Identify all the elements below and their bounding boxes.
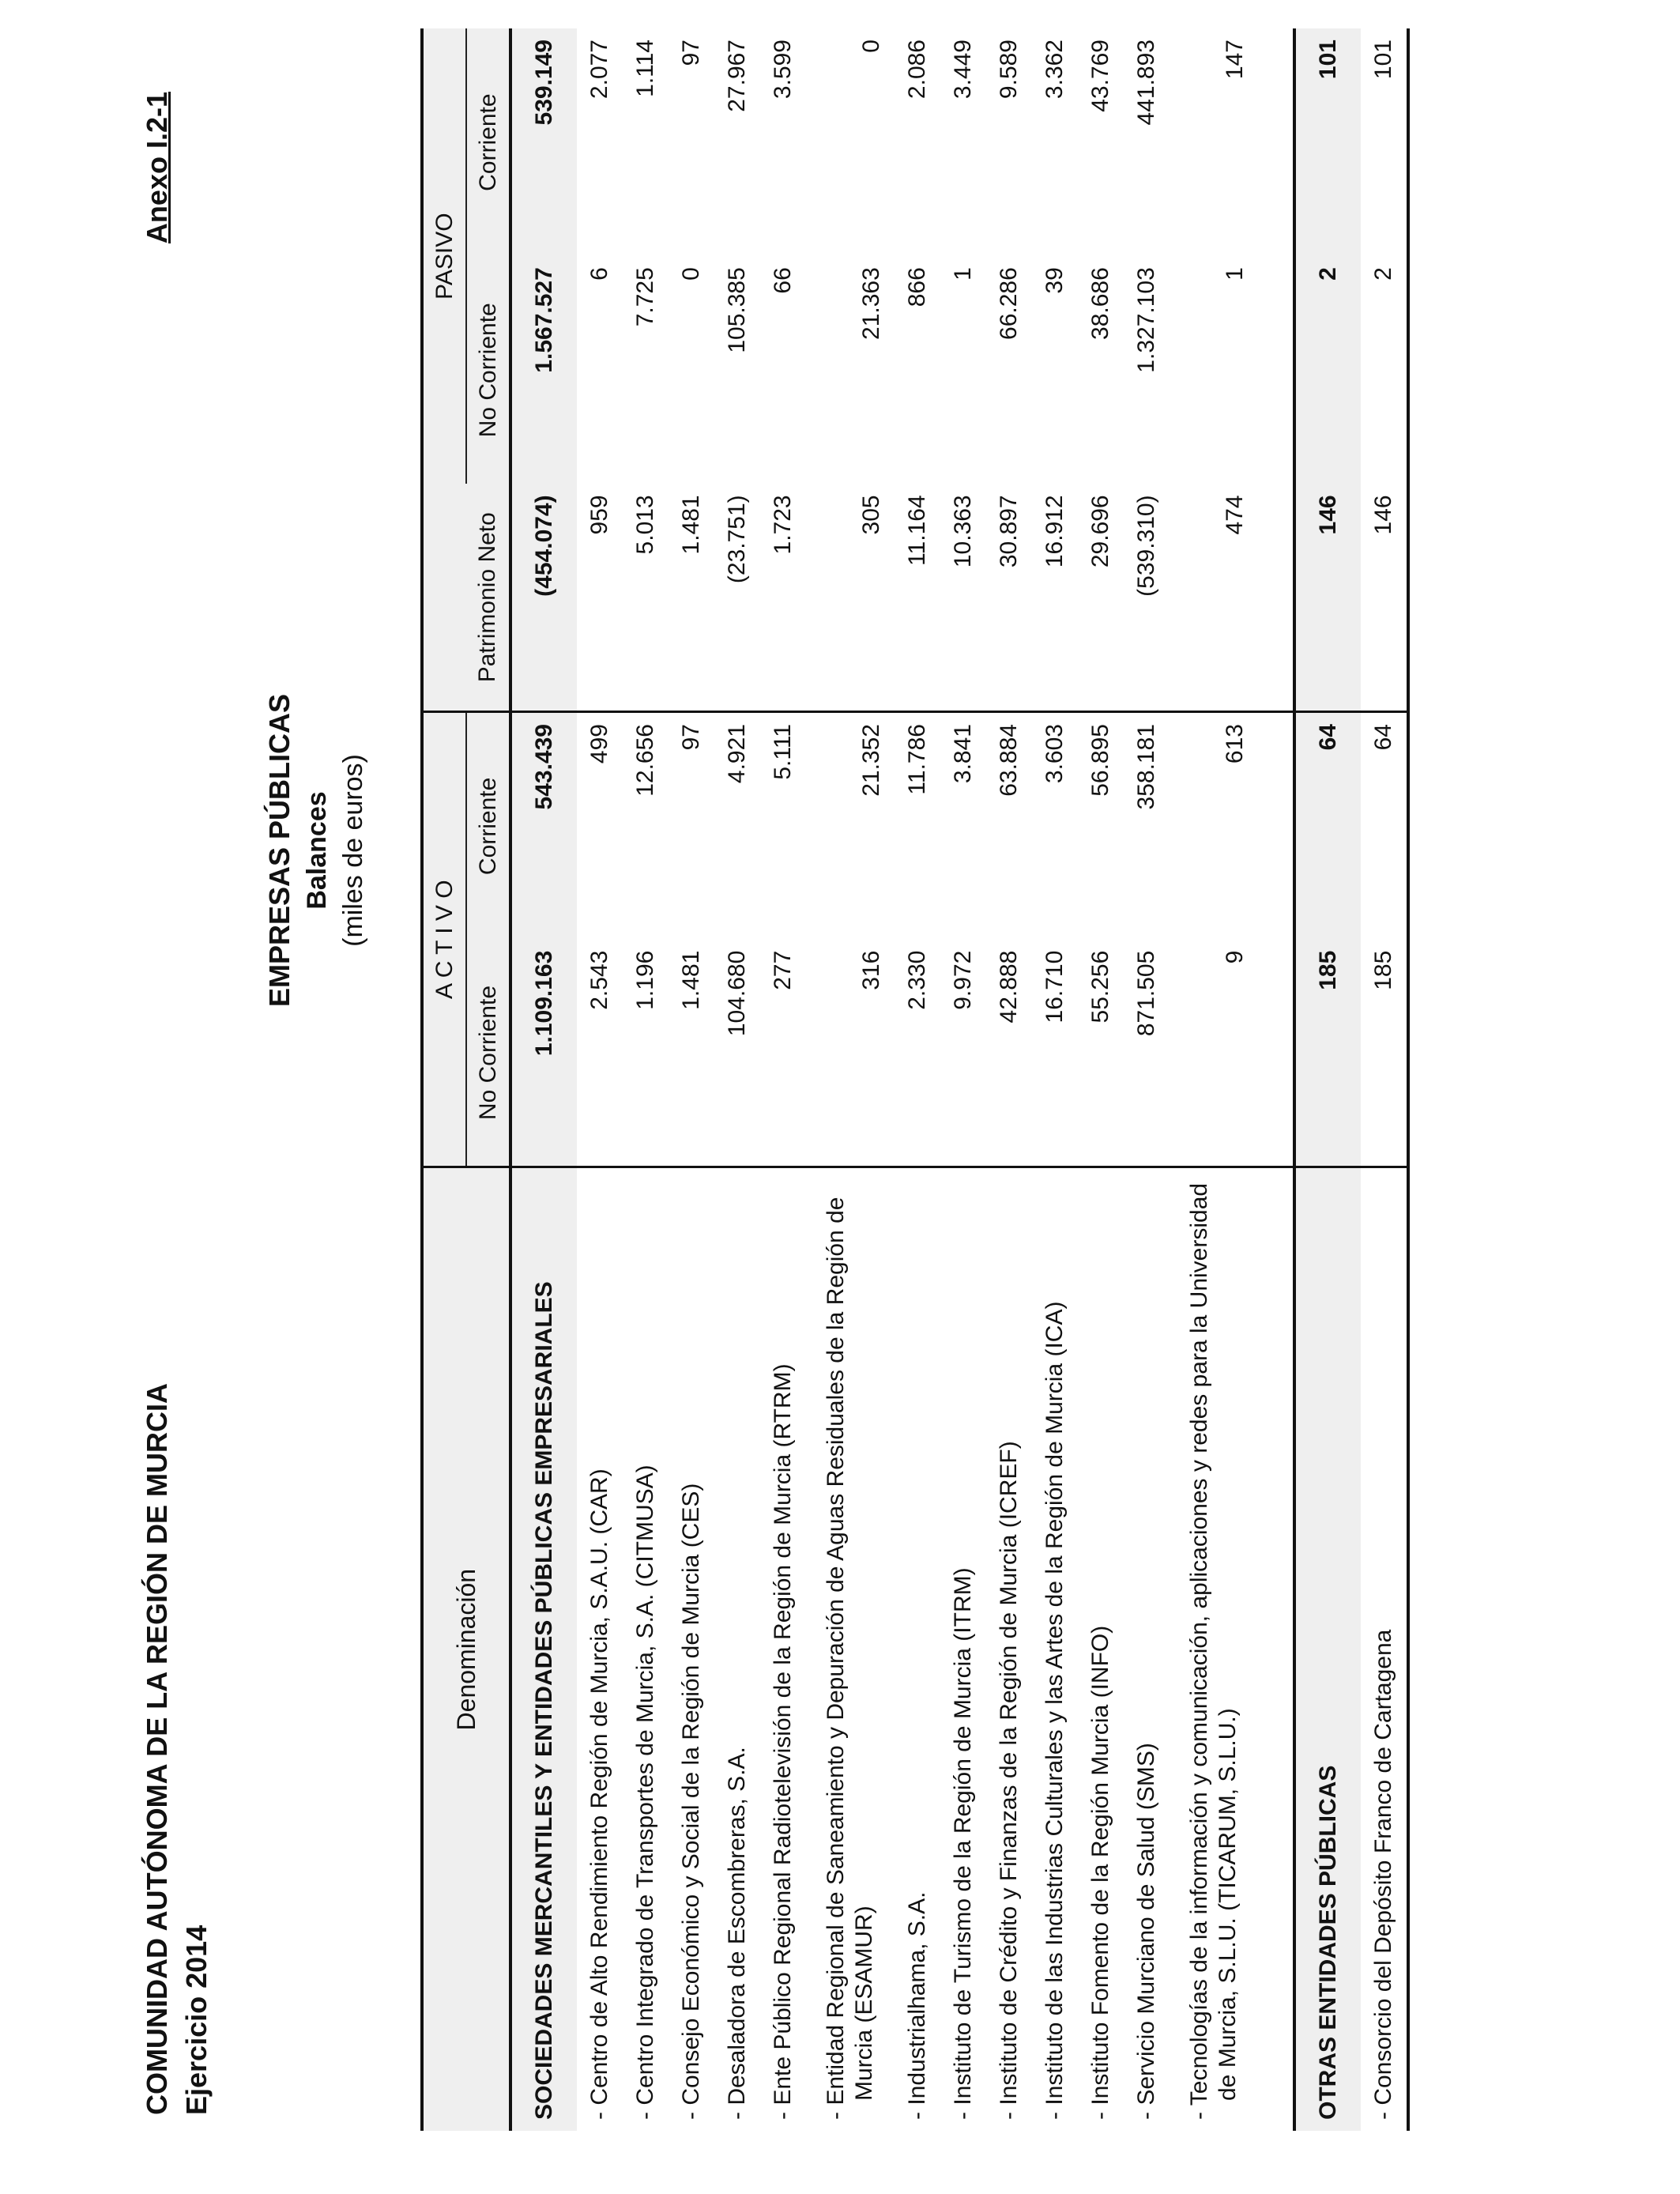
activo-no-corriente: 2.330 xyxy=(895,940,940,1167)
entity-name-line: - Centro Integrado de Transportes de Murcia, S.A. (CITMUSA) xyxy=(632,1465,658,2120)
total-pasivo-nc: 2 xyxy=(1315,267,1341,281)
activo-no-corriente: 9 xyxy=(1170,940,1258,1167)
table-row xyxy=(623,28,669,2131)
entity-name-line: - Instituto Fomento de la Región Murcia (INFO) xyxy=(1087,1625,1113,2120)
patrimonio-neto: 959 xyxy=(577,484,623,711)
pasivo-no-corriente: 105.385 xyxy=(724,267,750,353)
activo-corriente: 64 xyxy=(1361,712,1408,940)
pasivo-corriente: 3.599 xyxy=(770,40,796,100)
entity-name xyxy=(806,1167,895,2131)
pasivo-corriente: 3.449 xyxy=(950,40,976,100)
table-row xyxy=(669,28,714,2131)
patrimonio-neto: 16.912 xyxy=(1032,484,1078,711)
entity-name xyxy=(895,1167,940,2131)
pasivo-no-corriente: 38.686 xyxy=(1087,267,1113,340)
pasivo-corriente: 2.077 xyxy=(586,40,612,100)
table-row xyxy=(1170,28,1258,2131)
activo-no-corriente: 316 xyxy=(806,940,895,1167)
entity-name-line: - Tecnologías de la información y comunicación, aplicaciones y redes para la Universidad xyxy=(1186,1182,1212,2120)
table-row xyxy=(577,28,623,2131)
activo-corriente: 56.895 xyxy=(1087,724,1113,797)
table-row xyxy=(806,28,895,2131)
annex-label: Anexo I.2-1 xyxy=(141,92,173,244)
patrimonio-neto: 1.723 xyxy=(760,484,806,711)
activo-corriente: 11.786 xyxy=(904,724,930,795)
section-total-row xyxy=(510,28,577,2131)
total-activo-c: 64 xyxy=(1315,724,1341,751)
entity-name-line: - Servicio Murciano de Salud (SMS) xyxy=(1133,1743,1159,2120)
entity-name-line: - Consorcio del Depósito Franco de Cartagena xyxy=(1370,1629,1396,2120)
pasivo-no-corriente: 39 xyxy=(1042,267,1068,294)
total-activo-c: 543.439 xyxy=(531,724,557,810)
pasivo-corriente: 9.589 xyxy=(996,40,1022,100)
entity-name xyxy=(577,1167,623,2131)
pasivo-no-corriente: 1.327.103 xyxy=(1133,267,1159,373)
pasivo-corriente: 441.893 xyxy=(1133,40,1159,126)
entity-name xyxy=(1078,1167,1124,2131)
activo-no-corriente: 16.710 xyxy=(1032,940,1078,1167)
group-pasivo: PASIVO xyxy=(422,28,466,484)
col-patrimonio-neto: Patrimonio Neto xyxy=(422,484,510,711)
pasivo-corriente: 1.114 xyxy=(632,40,658,97)
total-patrimonio: 146 xyxy=(1294,484,1361,711)
pasivo-corriente: 147 xyxy=(1222,40,1248,80)
table-row xyxy=(1078,28,1124,2131)
table-row xyxy=(1032,28,1078,2131)
activo-corriente: 4.921 xyxy=(724,724,750,784)
entity-name-line: - Instituto de las Industrias Culturales y las Artes de la Región de Murcia (ICA) xyxy=(1042,1301,1068,2120)
table-row xyxy=(714,28,760,2131)
pasivo-no-corriente: 1 xyxy=(1222,267,1248,281)
patrimonio-neto: 305 xyxy=(806,484,895,711)
activo-no-corriente: 1.196 xyxy=(623,940,669,1167)
patrimonio-neto: 474 xyxy=(1170,484,1258,711)
patrimonio-neto: 11.164 xyxy=(895,484,940,711)
activo-no-corriente: 185 xyxy=(1361,940,1408,1167)
entity-name xyxy=(1170,1167,1258,2131)
table-row xyxy=(760,28,806,2131)
total-activo-nc: 1.109.163 xyxy=(510,940,577,1167)
table-row xyxy=(986,28,1032,2131)
group-activo: A C T I V O xyxy=(422,712,466,1167)
entity-name-line: - Ente Público Regional Radiotelevisión de la Región de Murcia (RTRM) xyxy=(770,1363,796,2120)
section-label: OTRAS ENTIDADES PÚBLICAS xyxy=(1315,1765,1341,2120)
total-pasivo-c: 539.149 xyxy=(531,40,557,126)
entity-name-line: - Centro de Alto Rendimiento Región de Murcia, S.A.U. (CAR) xyxy=(586,1468,612,2120)
activo-corriente: 3.841 xyxy=(950,724,976,784)
total-pasivo-nc: 1.567.527 xyxy=(531,267,557,373)
table-row xyxy=(940,28,986,2131)
pasivo-no-corriente: 66 xyxy=(770,267,796,294)
entity-name xyxy=(1032,1167,1078,2131)
report-subtitle: Balances xyxy=(302,791,332,910)
pasivo-corriente: 3.362 xyxy=(1042,40,1068,100)
entity-name xyxy=(623,1167,669,2131)
activo-no-corriente: 104.680 xyxy=(714,940,760,1167)
patrimonio-neto: 30.897 xyxy=(986,484,1032,711)
activo-corriente: 63.884 xyxy=(996,724,1022,797)
activo-corriente: 97 xyxy=(678,724,704,751)
pasivo-corriente: 43.769 xyxy=(1087,40,1113,112)
pasivo-no-corriente: 2 xyxy=(1361,256,1408,484)
entity-name xyxy=(760,1167,806,2131)
entity-name-line: - Desaladora de Escombreras, S.A. xyxy=(724,1747,750,2120)
activo-corriente: 21.352 xyxy=(858,724,884,797)
activo-corriente: 3.603 xyxy=(1042,724,1068,784)
entity-name-line: Murcia (ESAMUR) xyxy=(851,1906,877,2101)
report-units: (miles de euros) xyxy=(338,754,368,947)
total-activo-nc: 185 xyxy=(1294,940,1361,1167)
patrimonio-neto: (23.751) xyxy=(714,484,760,711)
section-total-row xyxy=(1294,28,1361,2131)
fiscal-year: Ejercicio 2014 xyxy=(180,1924,213,2115)
col-activo-no-corriente: No Corriente xyxy=(466,940,510,1167)
activo-corriente: 613 xyxy=(1222,724,1248,764)
col-pasivo-no-corriente: No Corriente xyxy=(474,303,501,438)
pasivo-no-corriente: 0 xyxy=(678,267,704,281)
activo-no-corriente: 9.972 xyxy=(940,940,986,1167)
entity-name-line: - Consejo Económico y Social de la Región de Murcia (CES) xyxy=(678,1483,704,2120)
entity-name-line: - Instituto de Crédito y Finanzas de la Región de Murcia (ICREF) xyxy=(996,1441,1022,2120)
balance-table xyxy=(420,28,1410,2131)
report-title: EMPRESAS PÚBLICAS xyxy=(263,693,296,1008)
pasivo-no-corriente: 1 xyxy=(950,267,976,281)
pasivo-corriente: 27.967 xyxy=(724,40,750,112)
pasivo-corriente: 101 xyxy=(1361,28,1408,256)
entity-name xyxy=(1124,1167,1170,2131)
activo-corriente: 499 xyxy=(586,724,612,764)
entity-name xyxy=(714,1167,760,2131)
entity-name xyxy=(940,1167,986,2131)
report-heading xyxy=(261,455,371,1246)
patrimonio-neto: 5.013 xyxy=(623,484,669,711)
activo-no-corriente: 42.888 xyxy=(986,940,1032,1167)
activo-corriente: 358.181 xyxy=(1133,724,1159,810)
entity-name-line: - Instituto de Turismo de la Región de Murcia (ITRM) xyxy=(950,1567,976,2120)
table-row xyxy=(895,28,940,2131)
total-patrimonio: (454.074) xyxy=(510,484,577,711)
pasivo-no-corriente: 866 xyxy=(904,267,930,307)
entity-name-line: - Entidad Regional de Saneamiento y Depuración de Aguas Residuales de la Región de xyxy=(823,1197,849,2120)
patrimonio-neto: 10.363 xyxy=(940,484,986,711)
pasivo-corriente: 97 xyxy=(678,40,704,66)
activo-no-corriente: 2.543 xyxy=(577,940,623,1167)
entity-name xyxy=(1361,1167,1408,2131)
activo-corriente: 12.656 xyxy=(632,724,658,797)
patrimonio-neto: 1.481 xyxy=(669,484,714,711)
activo-corriente: 5.111 xyxy=(770,724,796,780)
col-denominacion: Denominación xyxy=(422,1167,510,2131)
pasivo-no-corriente: 21.363 xyxy=(858,267,884,340)
entity-name xyxy=(986,1167,1032,2131)
activo-no-corriente: 871.505 xyxy=(1124,940,1170,1167)
pasivo-corriente: 0 xyxy=(858,40,884,53)
entity-name xyxy=(669,1167,714,2131)
entity-name-line: de Murcia, S.L.U. (TICARUM, S.L.U.) xyxy=(1215,1708,1241,2101)
table-row xyxy=(1361,28,1408,2131)
table-row xyxy=(1124,28,1170,2131)
patrimonio-neto: 29.696 xyxy=(1078,484,1124,711)
activo-no-corriente: 55.256 xyxy=(1078,940,1124,1167)
activo-no-corriente: 1.481 xyxy=(669,940,714,1167)
pasivo-no-corriente: 6 xyxy=(586,267,612,281)
patrimonio-neto: 146 xyxy=(1361,484,1408,711)
pasivo-no-corriente: 7.725 xyxy=(632,267,658,327)
pasivo-corriente: 2.086 xyxy=(904,40,930,100)
entity-name-line: - Industrialhama, S.A. xyxy=(904,1891,930,2120)
organization-title: COMUNIDAD AUTÓNOMA DE LA REGIÓN DE MURCIA xyxy=(141,1383,173,2115)
col-activo-corriente: Corriente xyxy=(474,777,501,876)
pasivo-no-corriente: 66.286 xyxy=(996,267,1022,340)
patrimonio-neto: (539.310) xyxy=(1124,484,1170,711)
col-pasivo-corriente: Corriente xyxy=(474,93,501,191)
section-label: SOCIEDADES MERCANTILES Y ENTIDADES PÚBLICAS EMPRESARIALES xyxy=(531,1281,557,2120)
activo-no-corriente: 277 xyxy=(760,940,806,1167)
total-pasivo-c: 101 xyxy=(1315,40,1341,80)
